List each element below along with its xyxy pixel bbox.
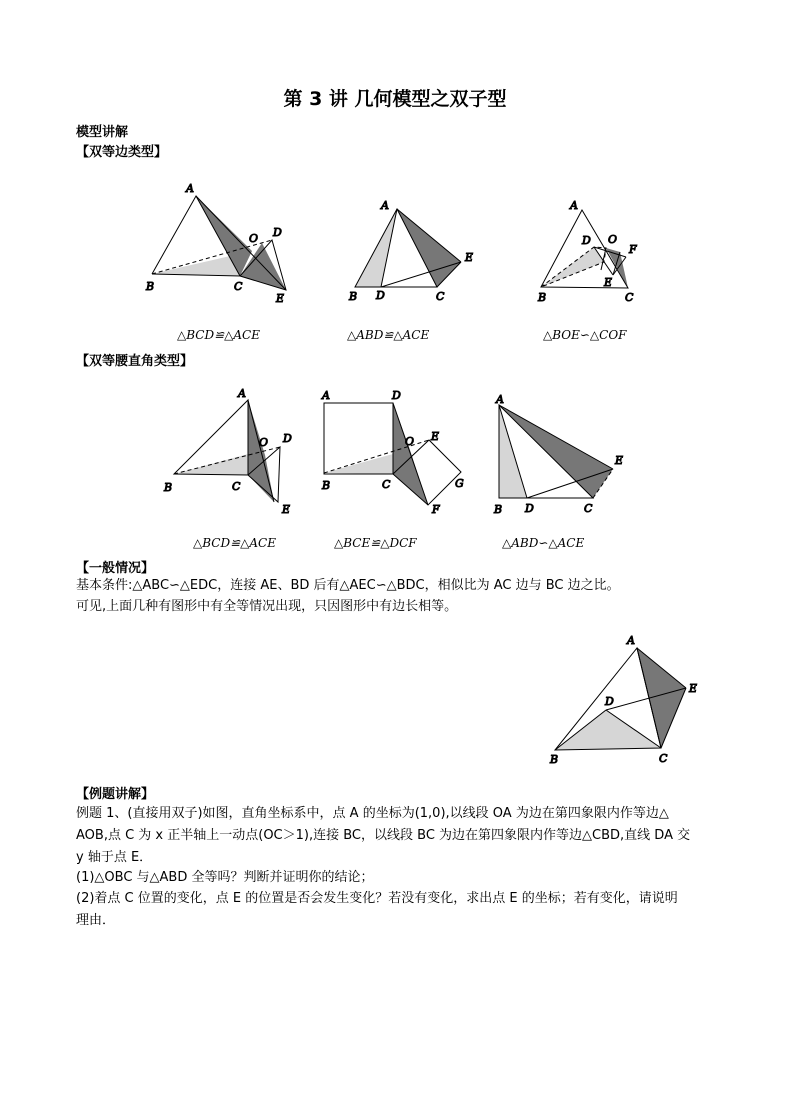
example-1-question-2-cont: 理由． xyxy=(76,913,116,928)
figure-1 xyxy=(145,182,286,305)
label-B: B xyxy=(146,280,155,293)
caption-6: △ABD∽△ACE xyxy=(502,536,585,550)
label-E: E xyxy=(689,682,698,695)
label-G: G xyxy=(455,477,464,490)
label-E: E xyxy=(282,503,291,516)
label-F: F xyxy=(629,243,637,256)
caption-1: △BCD≌△ACE xyxy=(177,328,260,342)
label-C: C xyxy=(659,752,668,765)
label-C: C xyxy=(584,502,593,515)
label-F: F xyxy=(432,503,440,516)
label-B: B xyxy=(322,479,331,492)
label-E: E xyxy=(465,251,474,264)
example-1-question-1: (1)△OBC 与△ABD 全等吗？判断并证明你的结论； xyxy=(76,870,374,885)
label-E: E xyxy=(276,292,285,305)
figure-2 xyxy=(348,199,473,303)
label-E: E xyxy=(615,454,624,467)
section-model: 模型讲解 xyxy=(76,125,129,140)
label-C: C xyxy=(382,478,391,491)
label-B: B xyxy=(494,503,503,516)
figure-4 xyxy=(163,387,292,516)
label-C: C xyxy=(625,291,634,304)
example-1-line-1: 例题 1、(直接用双子)如图，直角坐标系中，点 A 的坐标为(1,0),以线段 OA 为边在第四象限内作等边△ xyxy=(76,806,669,821)
section-double-isosceles-right: 【双等腰直角类型】 xyxy=(76,354,194,369)
section-examples: 【例题讲解】 xyxy=(76,787,155,802)
label-A: A xyxy=(570,199,578,212)
label-O: O xyxy=(405,435,415,448)
general-line-2: 可见,上面几种有图形中有全等情况出现，只因图形中有边长相等。 xyxy=(76,599,458,614)
label-D: D xyxy=(376,289,385,302)
label-D: D xyxy=(605,695,614,708)
figure-6 xyxy=(493,393,623,516)
label-D: D xyxy=(392,389,401,402)
label-A: A xyxy=(186,182,194,195)
caption-4: △BCD≌△ACE xyxy=(193,536,276,550)
label-D: D xyxy=(283,432,292,445)
label-B: B xyxy=(349,290,358,303)
label-A: A xyxy=(238,387,246,400)
label-A: A xyxy=(381,199,389,212)
label-C: C xyxy=(234,280,243,293)
example-1-question-2: (2)着点 C 位置的变化，点 E 的位置是否会发生变化？若没有变化，求出点 E 的坐标；若有变化，请说明 xyxy=(76,891,678,906)
example-1-line-2: AOB,点 C 为 x 正半轴上一动点(OC＞1),连接 BC，以线段 BC 为边在第四象限内作等边△CBD,直线 DA 交 xyxy=(76,828,691,843)
label-C: C xyxy=(232,480,241,493)
label-E: E xyxy=(604,276,613,289)
label-A: A xyxy=(496,393,504,406)
label-O: O xyxy=(608,233,618,246)
figure-5 xyxy=(321,389,464,516)
general-line-1: 基本条件:△ABC∽△EDC，连接 AE、BD 后有△AEC∽△BDC，相似比为 AC 边与 BC 边之比。 xyxy=(76,578,620,593)
label-B: B xyxy=(538,291,547,304)
caption-3: △BOE∽△COF xyxy=(543,328,627,342)
example-1-line-3: y 轴于点 E． xyxy=(76,850,153,865)
figure-7 xyxy=(549,634,697,766)
label-D: D xyxy=(582,234,591,247)
label-C: C xyxy=(436,290,445,303)
label-A: A xyxy=(322,389,330,402)
label-A: A xyxy=(627,634,635,647)
label-O: O xyxy=(259,436,269,449)
caption-2: △ABD≌△ACE xyxy=(347,328,430,342)
label-E: E xyxy=(431,430,440,443)
caption-5: △BCE≌△DCF xyxy=(334,536,417,550)
section-general: 【一般情况】 xyxy=(76,561,155,576)
section-double-equilateral: 【双等边类型】 xyxy=(76,145,168,160)
label-D: D xyxy=(273,226,282,239)
label-B: B xyxy=(164,481,173,494)
label-B: B xyxy=(550,753,559,766)
figure-3 xyxy=(537,199,637,304)
page-title: 第 3 讲 几何模型之双子型 xyxy=(283,88,507,110)
label-D: D xyxy=(525,502,534,515)
label-O: O xyxy=(249,232,259,245)
